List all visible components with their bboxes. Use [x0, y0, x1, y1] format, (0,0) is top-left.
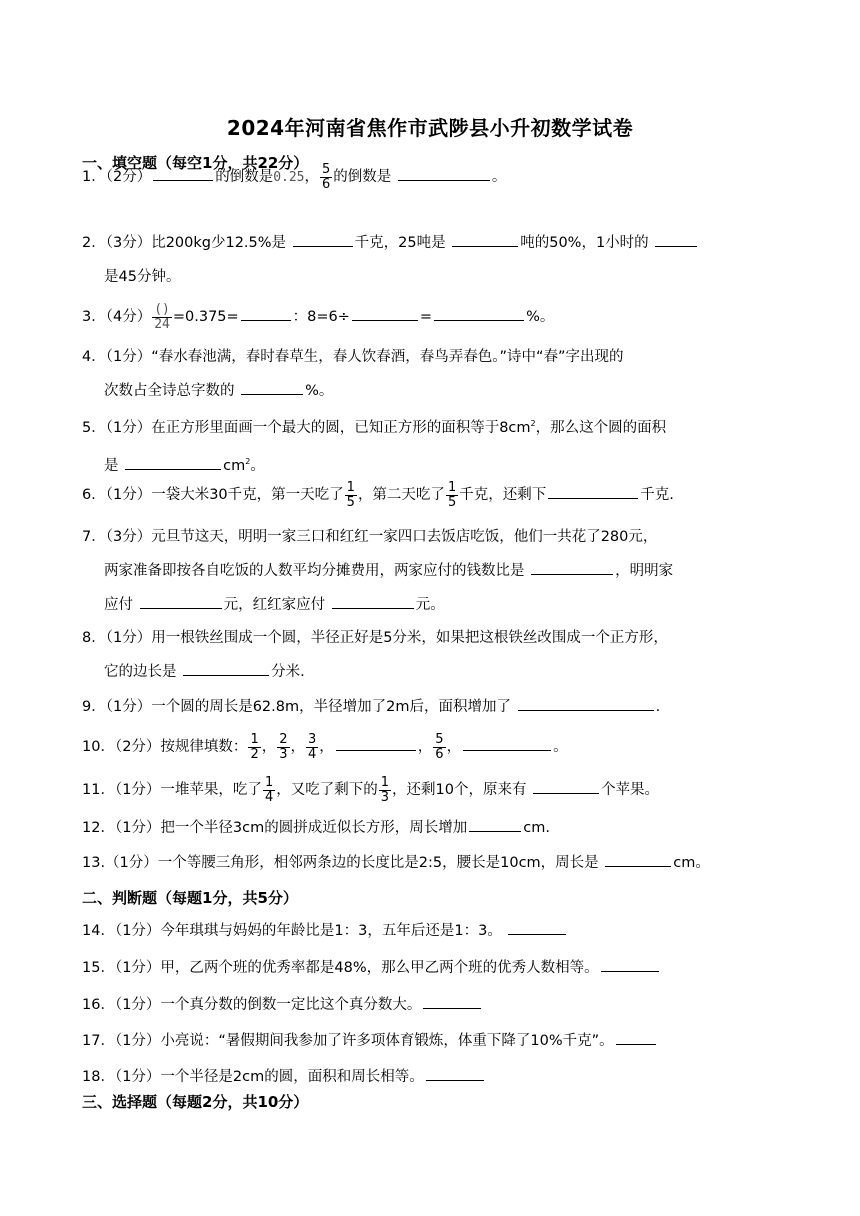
- fraction: $\frac{1}{5}$: [346, 479, 355, 510]
- fraction: $\frac{()}{24}$: [154, 301, 170, 332]
- answer-blank[interactable]: [508, 917, 566, 935]
- fraction: $\frac{3}{4}$: [308, 731, 317, 762]
- question-4: 4．（1分）“春水春池满，春时春草生，春人饮春酒，春鸟弄春色。”诗中“春”字出现的 次数占全诗总字数的 %。: [82, 349, 624, 399]
- exam-title: 2024年河南省焦作市武陟县小升初数学试卷: [226, 116, 634, 140]
- question-6: 6．（1分）一袋大米30千克，第一天吃了 $\frac{1}{5}$ ，第二天吃了 $\frac{1}{5}$ 千克，还剩下 千克.: [82, 479, 674, 510]
- question-15: 15．（1分）甲，乙两个班的优秀率都是48%，那么甲乙两个班的优秀人数相等。: [82, 951, 782, 986]
- question-8: 8．（1分）用一根铁丝围成一个圆，半径正好是5分米，如果把这根铁丝改围成一个正方形， 它的边长是 分米.: [82, 630, 668, 680]
- answer-blank[interactable]: [463, 733, 551, 751]
- answer-blank[interactable]: [605, 849, 671, 867]
- answer-blank[interactable]: [241, 377, 303, 395]
- fraction: $\frac{1}{2}$: [250, 731, 259, 762]
- section-true-false-heading: 二、判断题（每题1分，共5分）: [82, 889, 298, 907]
- fraction: $\frac{5}{6}$: [435, 731, 444, 762]
- question-2: 2．（3分）比200kg少12.5%是 千克，25吨是 吨的50%，1小时的 是45分钟。: [82, 226, 782, 294]
- question-11: 11．（1分）一堆苹果，吃了 $\frac{1}{4}$ ，又吃了剩下的 $\frac{1}{3}$ ，还剩10个，原来有 个苹果。: [82, 774, 660, 805]
- answer-blank[interactable]: [183, 658, 269, 676]
- answer-blank[interactable]: [452, 229, 518, 247]
- fraction: $\frac{1}{4}$: [264, 774, 274, 805]
- question-16: 16．（1分）一个真分数的倒数一定比这个真分数大。: [82, 988, 782, 1023]
- fraction: $\frac{1}{3}$: [380, 774, 389, 805]
- answer-blank[interactable]: [548, 481, 638, 499]
- question-1: 1．（2分） 的倒数是0.25， $\frac{5}{6}$ 的倒数是 。: [82, 161, 507, 192]
- fraction: $\frac{5}{6}$: [322, 161, 331, 192]
- answer-blank[interactable]: [518, 693, 654, 711]
- question-5: 5．（1分）在正方形里面画一个最大的圆，已知正方形的面积等于$8cm^2$，那么这个圆的面积 是 $cm^2$。: [82, 419, 667, 474]
- section-multiple-choice-heading: 三、选择题（每题2分，共10分）: [82, 1093, 309, 1111]
- answer-blank[interactable]: [616, 1027, 656, 1045]
- answer-blank[interactable]: [469, 814, 521, 832]
- answer-blank[interactable]: [398, 163, 490, 181]
- answer-blank[interactable]: [655, 229, 697, 247]
- fraction: $\frac{2}{3}$: [279, 731, 288, 762]
- answer-blank[interactable]: [434, 303, 524, 321]
- fraction: $\frac{1}{5}$: [447, 479, 457, 510]
- answer-blank[interactable]: [293, 229, 353, 247]
- question-17: 17．（1分）小亮说：“暑假期间我参加了许多项体育锻炼，体重下降了10%千克”。: [82, 1024, 782, 1059]
- answer-blank[interactable]: [601, 954, 659, 972]
- answer-blank[interactable]: [426, 1063, 484, 1081]
- answer-blank[interactable]: [241, 303, 291, 321]
- question-14: 14．（1分）今年琪琪与妈妈的年龄比是1：3，五年后还是1：3。: [82, 914, 782, 949]
- answer-blank[interactable]: [336, 733, 416, 751]
- question-7: 7．（3分）元旦节这天，明明一家三口和红红一家四口去饭店吃饭，他们一共花了280元， 两家准备即按各自吃饭的人数平均分摊费用，两家应付的钱数比是 ，明明家 应付 元，红红家应付 元。: [82, 529, 674, 613]
- question-18: 18．（1分）一个半径是2cm的圆，面积和周长相等。: [82, 1060, 782, 1095]
- answer-blank[interactable]: [531, 557, 613, 575]
- question-12: 12．（1分）把一个半径3cm的圆拼成近似长方形，周长增加 cm.: [82, 811, 782, 846]
- answer-blank[interactable]: [533, 776, 599, 794]
- question-10: 10．（2分）按规律填数： $\frac{1}{2}$ ， $\frac{2}{3}$ ， $\frac{3}{4}$ ， ， $\frac{5}{6}$ ， 。: [82, 731, 568, 762]
- question-3: 3．（4分） $\frac{()}{24}$ =0.375= ：8=6÷ = %。: [82, 301, 555, 332]
- question-9: 9．（1分）一个圆的周长是62.8m，半径增加了2m后，面积增加了 .: [82, 690, 782, 725]
- answer-blank[interactable]: [153, 163, 213, 181]
- answer-blank[interactable]: [352, 303, 418, 321]
- section-fill-blank-heading: 一、填空题（每空1分，共22分）: [82, 154, 309, 172]
- question-13: 13.（1分）一个等腰三角形，相邻两条边的长度比是2:5，腰长是10cm，周长是 cm。: [82, 846, 782, 881]
- answer-blank[interactable]: [140, 591, 222, 609]
- answer-blank[interactable]: [332, 591, 414, 609]
- answer-blank[interactable]: [125, 452, 221, 470]
- answer-blank[interactable]: [423, 991, 481, 1009]
